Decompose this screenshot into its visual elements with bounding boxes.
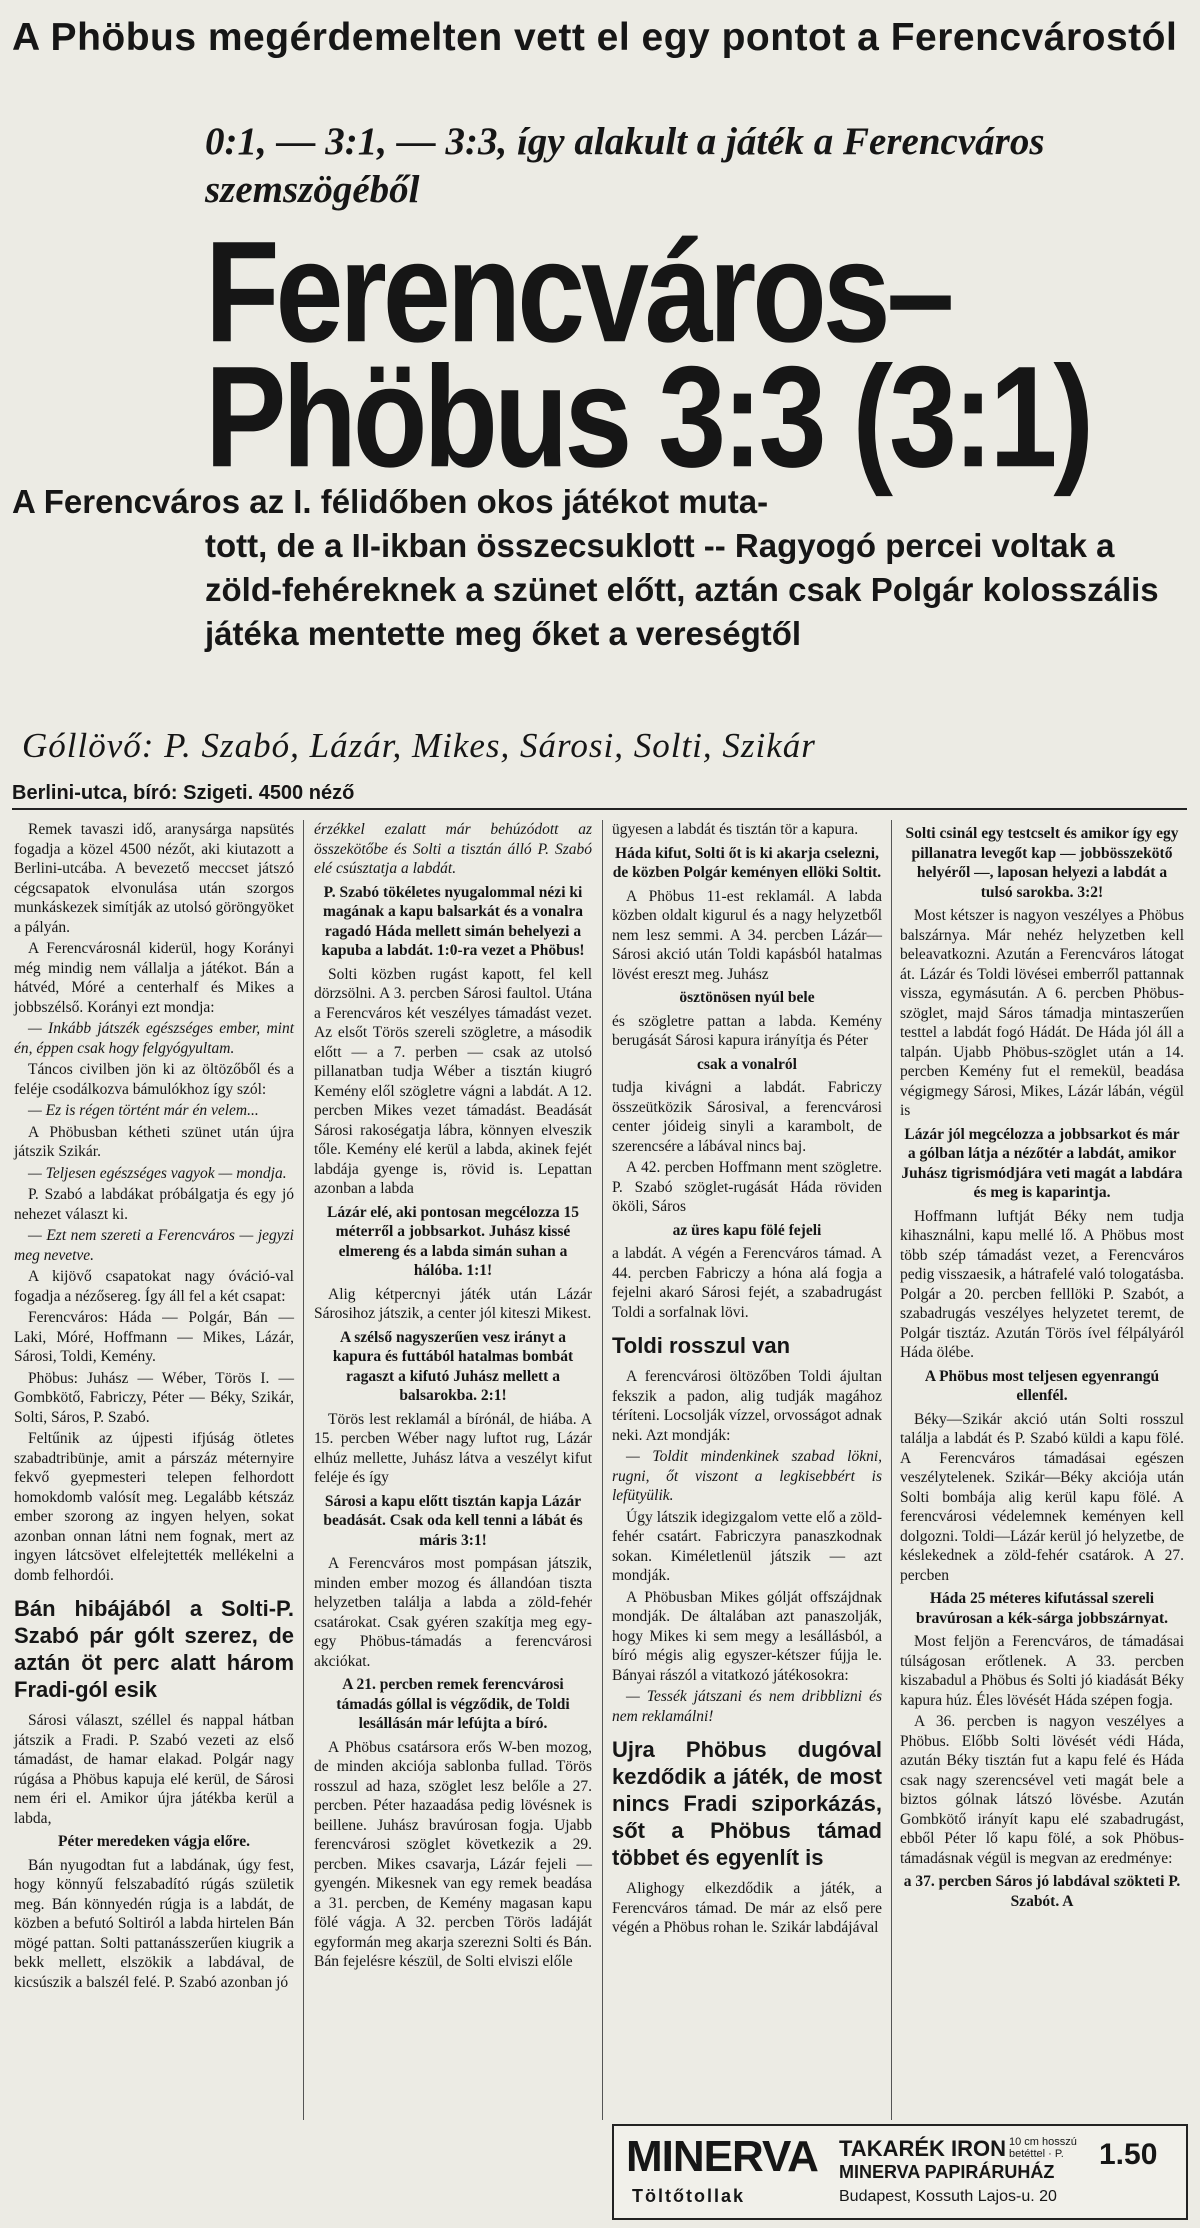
bold-highlight: Lázár elé, aki pontosan megcélozza 15 méterről a jobbsarkot. Juhász kissé elmereng és a labda simán suhan a hálóba. 1:1! xyxy=(327,1203,579,1279)
score-progress-line: 0:1, — 3:1, — 3:3, így alakult a játék a Ferencváros szemszögéből xyxy=(205,120,1045,211)
bold-highlight: A 21. percben remek ferencvárosi támadás góllal is végződik, de Toldi lesállásán már lefújta a bíró. xyxy=(336,1676,570,1732)
bold-highlight: az üres kapu fölé fejeli xyxy=(672,1221,822,1239)
quote: — Inkább játszék egészséges ember, mint én, éppen csak hogy felgyógyultam. xyxy=(14,1020,294,1057)
paragraph: ügyesen a labdát és tisztán tör a kapura. xyxy=(612,821,859,838)
paragraph: A Phöbus 11-est reklamál. A labda közben oldalt kigurul és a nagy helyzetből nem lesz semmi. A 34. percben Lázár—Sárosi akció után Toldi kapásból hatalmas lövést ereszt meg. Juhász xyxy=(612,887,882,983)
paragraph: A Phöbusban Mikes gólját offszájdnak mondják. De általában azt panaszolják, hogy Mikes ki sem megy a lesállásból, a bíró mégis alig egyszer-kétszer fújja le. Bányai rászól a vitatkozó játékosokra: xyxy=(612,1588,882,1684)
article-column-4 xyxy=(900,820,1184,1915)
paragraph: tudja kivágni a labdát. Fabriczy összeütközik Sárosival, a ferencvárosi center jóideig sinyli a karambolt, de szerencsére a lábával nincs baj. xyxy=(612,1079,882,1155)
bold-highlight: Lázár jól megcélozza a jobbsarkot és már a gólban látja a nézőtér a labdát, amikor Juhász tigrismódjára veti magát a labdára és meg is kaparintja. xyxy=(901,1125,1183,1201)
paragraph: Bán nyugodtan fut a labdának, úgy fest, hogy könnyű felszabadító rúgás születik meg. Bán könnyedén rúgja is a labdát, de közben a befutó Soltiról a labda hirtelen Bán mögé pattan. Solti pattanásszerűen kiugrik a bekk mellett, elszökik a labdával, de kicsúszik a balszél felé. P. Szabó azonban jó xyxy=(14,1856,294,1991)
quote: — Ezt nem szereti a Ferencváros — jegyzi meg nevetve. xyxy=(14,1227,294,1264)
paragraph: A ferencvárosi öltözőben Toldi ájultan fekszik a padon, alig tudják magához téríteni. Locsolják vízzel, orvosságot adnak neki. Azt mondják: xyxy=(612,1368,882,1444)
subheading: Ujra Phöbus dugóval kezdődik a játék, de most nincs Fradi sziporkázás, sőt a Phöbus támad többet és egyenlít is xyxy=(612,1737,882,1870)
paragraph: Feltűnik az újpesti ifjúság ötletes szabadtribünje, amit a párszáz méternyire fekvő gyepmesteri telepen felhordott homokdomb valósít meg. Legalább kétszáz ember szorong az ingyen helyen, sokat azonban onnan látni nem fognak, mert az ingyen látcsövet elfelejtették mellékelni a domb felhordói. xyxy=(14,1430,294,1584)
ad-store-name: MINERVA PAPIRÁRUHÁZ xyxy=(839,2162,1055,2182)
bold-highlight: A szélső nagyszerűen vesz irányt a kapura és futtából hatalmas bombát ragaszt a kifutó Juhász mellett a balsarokba. 2:1! xyxy=(332,1328,574,1404)
paragraph: A Phöbus csatársora erős W-ben mozog, de minden akciója sablonba fullad. Törös rosszul ad haza, szöglet lesz belőle a 27. percben. Péter hazaadása pedig lövésnek is beillene. Juhász bravúrosan fogja. Ujabb ferencvárosi szöglet következik a 29. percben. Mikes csavarja, Lázár fejeli — gyengén. Mikesnek van egy remek beadása a 31. percben, de Kemény magasan kapu fölé vágja. A 32. percben Törös ladáját egyformán meg akarja szerezni Solti és Bán. Bán fejelésre készül, de Solti elviszi előle xyxy=(314,1738,592,1970)
paragraph: és szögletre pattan a labda. Kemény berugását Sárosi kapura irányítja és Péter xyxy=(612,1012,882,1049)
paragraph: A 36. percben is nagyon veszélyes a Phöbus. Előbb Solti lövését védi Háda, azután Béky tisztán fut a kapu felé és Háda csak nagy szerencsével veti magát bele a biztos gólnak látszó lövésbe. Azután Gombkötő irányít kapu elé szabadrugást, ebből Péter lő kapu fölé, a sok Phöbus-támadásnak végül is megvan az eredménye: xyxy=(900,1713,1184,1867)
quote: — Toldit mindenkinek szabad lökni, rugni, őt viszont a legkisebbért is lefütyülik. xyxy=(612,1448,882,1504)
column-rule xyxy=(891,820,892,2120)
paragraph: A 42. percben Hoffmann ment szögletre. P. Szabó szöglet-rugását Háda röviden ököli, Sáros xyxy=(612,1159,882,1215)
scorers-line: Góllövő: P. Szabó, Lázár, Mikes, Sárosi, Solti, Szikár xyxy=(22,726,816,765)
paragraph: P. Szabó a labdákat próbálgatja és egy jó nehezet választ ki. xyxy=(14,1186,294,1223)
lineup-phobus: Phöbus: Juhász — Wéber, Törös I. — Gombkötő, Fabriczy, Péter — Béky, Szikár, Solti, Sáros, P. Szabó. xyxy=(14,1369,294,1426)
main-headline-line1: Ferencváros– xyxy=(205,211,951,372)
article-column-2 xyxy=(314,820,592,1974)
paragraph: a labdát. A végén a Ferencváros támad. A 44. percben Fabriczy a hóna alá fogja a fejelni akaró Sárosi fejét, a szabadrugást Toldi a sorfalnak lövi. xyxy=(612,1245,882,1321)
bold-highlight: P. Szabó tökéletes nyugalommal nézi ki magának a kapu balsarkát és a vonalra ragadó Háda mellett simán behelyezi a kapuba a labdát. 1:0-ra vezet a Phöbus! xyxy=(321,883,585,959)
ad-price: 1.50 xyxy=(1099,2138,1158,2171)
paragraph: Hoffmann luftját Béky nem tudja kihasználni, kapu mellé lő. A Phöbus most több szép támadást vezet, a Ferencváros pedig visszaesik, a hátrafelé való tologatásba. Polgár a 20. percben felllöki P. Szabót, a szabadrugás veszélyes helyzetet teremt, de Polgár tisztáz. Azután Törös ível félpályáról Háda ölébe. xyxy=(900,1207,1184,1361)
subheading: Toldi rosszul van xyxy=(612,1333,791,1358)
paragraph: Béky—Szikár akció után Solti rosszul találja a labdát és P. Szabó küldi a kapu fölé. A Ferencváros támadásai egészen veszélytelenek. Szikár—Béky akciója után Solti bombája alig kerül kapu fölé. A ferencvárosi védelemnek keményen kell dolgozni. Toldi—Lázár kerül jó helyzetbe, de késlekednek a zöld-fehér csatárok. A 27. percben xyxy=(900,1410,1184,1584)
bold-highlight: ösztönösen nyúl bele xyxy=(679,989,815,1006)
column-rule xyxy=(303,820,304,2120)
paragraph: Alighogy elkezdődik a játék, a Ferencváros támad. De már az első pere végén a Phöbus rohan le. Szikár labdájával xyxy=(612,1880,882,1936)
ad-product-note: 10 cm hosszú betéttel · P. xyxy=(1009,2136,1077,2160)
deck-line1: A Ferencváros az I. félidőben okos játékot muta- xyxy=(12,483,769,520)
paragraph: Solti közben rugást kapott, fel kell dörzsölni. A 3. percben Sárosi faultol. Utána a Ferencváros két veszélyes támadást vezet. Az elsőt Törös szereli szögletre, a második előtt — a 7. perben — csak az utolsó pillanatban tudja Wéber a tisztán kiugró Kemény elől szögletre vágni a labdát. A 12. percben Mikes vezet támadást. Beadását Sárosi rakoségatja lábra, könnyen elveszik tőle. Kemény elé kerül a labda, akinek fejét labdája gyenge is, rövid is. Lepattan azonban a labda xyxy=(314,965,592,1197)
paragraph: Táncos civilben jön ki az öltözőből és a feléje csodálkozva bámulókhoz így szól: xyxy=(14,1061,294,1098)
paragraph: Törös lest reklamál a bírónál, de hiába. A 15. percben Wéber nagy luftot rug, Lázár elhúz mellette, Juhász látva a veszélyt kifut feléje és így xyxy=(314,1410,592,1486)
quote: — Ez is régen történt már én velem... xyxy=(28,1102,259,1119)
paragraph: érzékkel ezalatt már behúzódott az összekötőbe és Solti a tisztán álló P. Szabó elé csúsztatja a labdát. xyxy=(314,821,592,877)
bold-highlight: Péter meredeken vágja előre. xyxy=(58,1833,250,1850)
bold-highlight: Háda kifut, Solti őt is ki akarja cselezni, de közben Polgár keményen ellöki Soltit. xyxy=(612,844,882,881)
paragraph: Alig kétpercnyi játék után Lázár Sárosihoz játszik, a center jól kiteszi Mikest. xyxy=(314,1285,592,1322)
paragraph: Most feljön a Ferencváros, de támadásai túlságosan erőtlenek. A 33. percben kiszabadul a Phöbus és Solti jó kiadását Béky kapura húz. Éles lövését Háda szépen fogja. xyxy=(900,1633,1184,1709)
ad-address: Budapest, Kossuth Lajos-u. 20 xyxy=(839,2188,1057,2205)
lineup-ferencvaros: Ferencváros: Háda — Polgár, Bán — Laki, Móré, Hoffmann — Mikes, Lázár, Sárosi, Toldi, Kemény. xyxy=(14,1309,294,1365)
article-column-3 xyxy=(612,820,882,1940)
quote: — Teljesen egészséges vagyok — mondja. xyxy=(28,1164,287,1182)
paragraph: Úgy látszik idegizgalom vette elő a zöld-fehér csatárt. Fabriczyra panaszkodnak sokan. Kiméletlenül játszik — azt mondják. xyxy=(612,1508,882,1584)
ad-brand-logo: MINERVA xyxy=(626,2132,818,2181)
minerva-advertisement xyxy=(612,2124,1188,2220)
bold-highlight: csak a vonalról xyxy=(697,1055,797,1073)
column-rule xyxy=(602,820,603,2120)
venue-line: Berlini-utca, bíró: Szigeti. 4500 néző xyxy=(12,782,355,804)
bold-highlight: a 37. percben Sáros jó labdával szökteti P. Szabót. A xyxy=(903,1873,1181,1910)
ad-product: TAKARÉK IRON xyxy=(839,2136,1007,2161)
paragraph: A Ferencvárosnál kiderül, hogy Korányi még mindig nem vállalja a játékot. Bán a hátvéd, Móré a centerhalf és Mikes a jobbszélső. Korányi ezt mondja: xyxy=(14,940,294,1016)
paragraph: Sárosi választ, széllel és nappal hátban játszik a Fradi. P. Szabó vezeti az első támadást, de hamar elakad. Polgár nagy rúgása a Phöbus kapuja elé kerül, de Sárosi nem éri el. Amikor újra játékba kerül a labda, xyxy=(14,1712,294,1827)
bold-highlight: Háda 25 méteres kifutással szereli bravúrosan a kék-sárga jobbszárnyat. xyxy=(915,1590,1169,1627)
bold-highlight: Solti csinál egy testcselt és amikor így egy pillanatra levegőt kap — jobbösszekötő helyéről —, laposan helyezi a labdát a tulsó sarokba. 3:2! xyxy=(905,825,1179,901)
article-column-1 xyxy=(14,820,294,1994)
paragraph: Remek tavaszi idő, aranysárga napsütés fogadja a közel 4500 nézőt, aki kiutazott a Berlini-utcába. A bevezető meccset játszó cégcsapatok elvonulása után szorgos munkáskezek simítják az utolsó göröngyöket a pályán. xyxy=(14,821,294,936)
bold-highlight: A Phöbus most teljesen egyenrangú ellenfél. xyxy=(924,1367,1160,1404)
paragraph: A kijövő csapatokat nagy óváció-val fogadja a nézősereg. Így áll fel a két csapat: xyxy=(14,1268,294,1305)
bold-highlight: Sárosi a kapu előtt tisztán kapja Lázár beadását. Csak oda kell tenni a lábát és máris 3:1! xyxy=(323,1492,583,1549)
subheading: Bán hibájából a Solti-P. Szabó pár gólt szerez, de aztán öt perc alatt három Fradi-gól esik xyxy=(14,1596,294,1702)
quote: — Tessék játszani és nem dribblizni és nem reklamálni! xyxy=(612,1688,882,1725)
divider xyxy=(12,808,1187,810)
paragraph: A Phöbusban kétheti szünet után újra játszik Szikár. xyxy=(14,1123,294,1160)
kicker-headline: A Phöbus megérdemelten vett el egy pontot a Ferencvárostól xyxy=(12,16,1178,59)
paragraph: A Ferencváros most pompásan játszik, minden ember mozog és állandóan tiszta helyzetben találja a labda a zöld-fehér csatárokat. Csak gyéren szakítja meg egy-egy Phöbus-támadás a ferencvárosi akciókat. xyxy=(314,1555,592,1670)
deck-rest: tott, de a II-ikban összecsuklott -- Ragyogó percei voltak a zöld-fehéreknek a szünet előtt, aztán csak Polgár kolosszális játéka mentette meg őket a vereségtől xyxy=(205,527,1159,652)
paragraph: Most kétszer is nagyon veszélyes a Phöbus balszárnya. Már nehéz helyzetben kell beleavatkozni. Azután a Ferencváros látogat át. Lázár és Toldi lövései emberről pattannak vissza, egymásután. A 6. percben Phöbus-szöglet, majd Sáros támadja mintaszerűen testtel a labdát fogó Hádát. De Háda jól áll a talpán. Ujabb Phöbus-szöglet után a 14. percben Kemény fut el remekül, beadása végigmegy Sárosi, Mikes, Lázár lábán, végül is xyxy=(900,907,1184,1119)
headline-deck xyxy=(12,480,1187,656)
ad-subtitle: Töltőtollak xyxy=(632,2186,745,2206)
main-headline-line2: Phöbus 3:3 (3:1) xyxy=(205,336,1091,497)
